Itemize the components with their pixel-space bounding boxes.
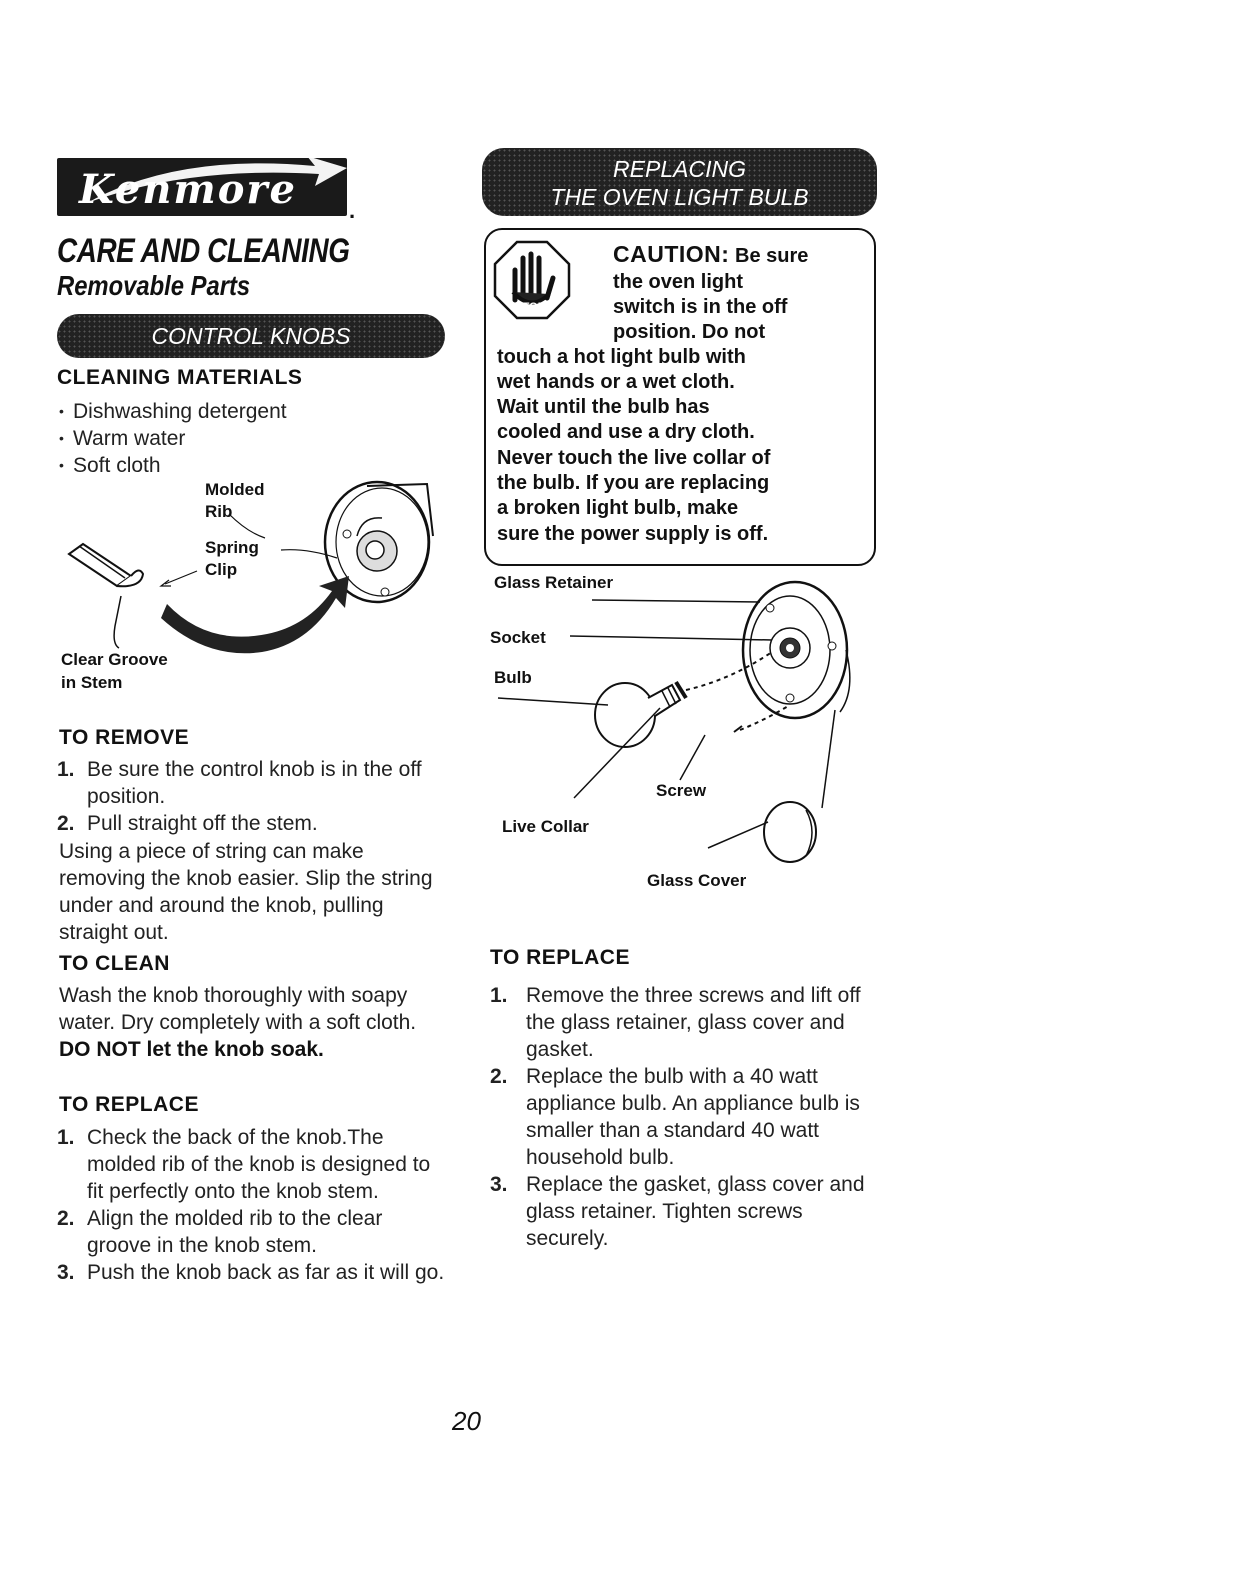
label-glass-cover: Glass Cover: [647, 871, 747, 890]
oven-light-banner: [482, 148, 877, 216]
list-item: 3. Replace the gasket, glass cover and glass retainer. Tighten screws securely.: [490, 1173, 865, 1250]
label-clear-groove: Clear Groove: [61, 650, 168, 669]
label-in-stem: in Stem: [61, 673, 123, 692]
label-rib: Rib: [205, 502, 233, 521]
clean-paragraph: [59, 982, 449, 1063]
banner-line-2: THE OVEN LIGHT BULB: [550, 184, 809, 210]
label-molded: Molded: [205, 480, 265, 499]
materials-list: [57, 398, 437, 479]
list-item: 2. Pull straight off the stem.: [57, 812, 318, 835]
caution-line: position. Do not: [613, 321, 766, 343]
knob-stem-icon: [69, 544, 143, 648]
knob-replace-heading: TO REPLACE: [59, 1093, 199, 1116]
list-item: 2. Replace the bulb with a 40 watt appliance bulb. An appliance bulb is smaller than a standard 40 watt household bulb.: [490, 1065, 860, 1169]
remove-steps: [57, 756, 437, 837]
list-item: 2. Align the molded rib to the clear groove in the knob stem.: [57, 1207, 383, 1257]
bulb-diagram: [490, 570, 870, 900]
caution-line: Never touch the live collar of: [497, 447, 771, 469]
caution-line: wet hands or a wet cloth.: [497, 371, 735, 393]
remove-note: Using a piece of string can make removing the knob easier. Slip the string under and around the knob, pulling straight out.: [59, 840, 433, 944]
label-spring: Spring: [205, 538, 259, 557]
caution-line: the bulb. If you are replacing: [497, 472, 770, 494]
bulb-replace-steps: [490, 982, 885, 1252]
light-bulb-icon: [595, 682, 686, 747]
clean-warning: DO NOT let the knob soak.: [59, 1038, 324, 1061]
caution-label: CAUTION:: [613, 241, 730, 267]
caution-line: switch is in the off: [613, 296, 788, 318]
caution-line: CAUTION: Be sure: [613, 241, 809, 267]
logo-text: Kenmore: [79, 166, 297, 213]
caution-line: a broken light bulb, make: [497, 497, 739, 519]
label-bulb: Bulb: [494, 668, 532, 687]
label-socket: Socket: [490, 628, 546, 647]
label-live-collar: Live Collar: [502, 817, 589, 836]
list-item: 3. Push the knob back as far as it will go.: [57, 1261, 445, 1284]
cleaning-materials-heading: CLEANING MATERIALS: [57, 366, 303, 389]
list-item: 1. Remove the three screws and lift off the glass retainer, glass cover and gasket.: [490, 984, 861, 1061]
list-item: • Dishwashing detergent: [57, 398, 437, 425]
list-item: 1. Check the back of the knob.The molded rib of the knob is designed to fit perfectly onto the knob stem.: [57, 1126, 431, 1203]
glass-cover-icon: [764, 802, 816, 862]
stop-hand-icon: [493, 240, 571, 322]
caution-line: the oven light: [613, 271, 743, 293]
to-remove-heading: TO REMOVE: [59, 726, 190, 749]
label-clip: Clip: [205, 560, 238, 579]
caution-line: cooled and use a dry cloth.: [497, 421, 755, 443]
kenmore-logo: [57, 158, 347, 216]
control-knobs-banner: CONTROL KNOBS: [57, 314, 445, 358]
page-title: CARE AND CLEANING: [57, 232, 350, 270]
label-screw: Screw: [656, 781, 707, 800]
to-clean-heading: TO CLEAN: [59, 952, 170, 975]
clean-text: Wash the knob thoroughly with soapy water. Dry completely with a soft cloth.: [59, 984, 417, 1034]
logo-dot: .: [349, 198, 356, 223]
caution-line: touch a hot light bulb with: [497, 346, 746, 368]
list-item: • Warm water: [57, 425, 437, 452]
bulb-replace-heading: TO REPLACE: [490, 946, 630, 969]
page-number: 20: [452, 1406, 481, 1436]
stop-sign-text: STOP!: [515, 301, 549, 313]
banner-line-1: REPLACING: [613, 156, 746, 182]
list-item: • Soft cloth: [57, 452, 437, 479]
knob-diagram: [57, 476, 447, 706]
knob-replace-steps: [57, 1124, 449, 1286]
caution-line: sure the power supply is off.: [497, 523, 769, 545]
page-subtitle: Removable Parts: [57, 270, 251, 301]
curved-arrow-icon: [161, 576, 349, 653]
label-glass-retainer: Glass Retainer: [494, 573, 614, 592]
caution-line: Wait until the bulb has: [497, 396, 710, 418]
list-item: 1. Be sure the control knob is in the off position.: [57, 758, 422, 808]
